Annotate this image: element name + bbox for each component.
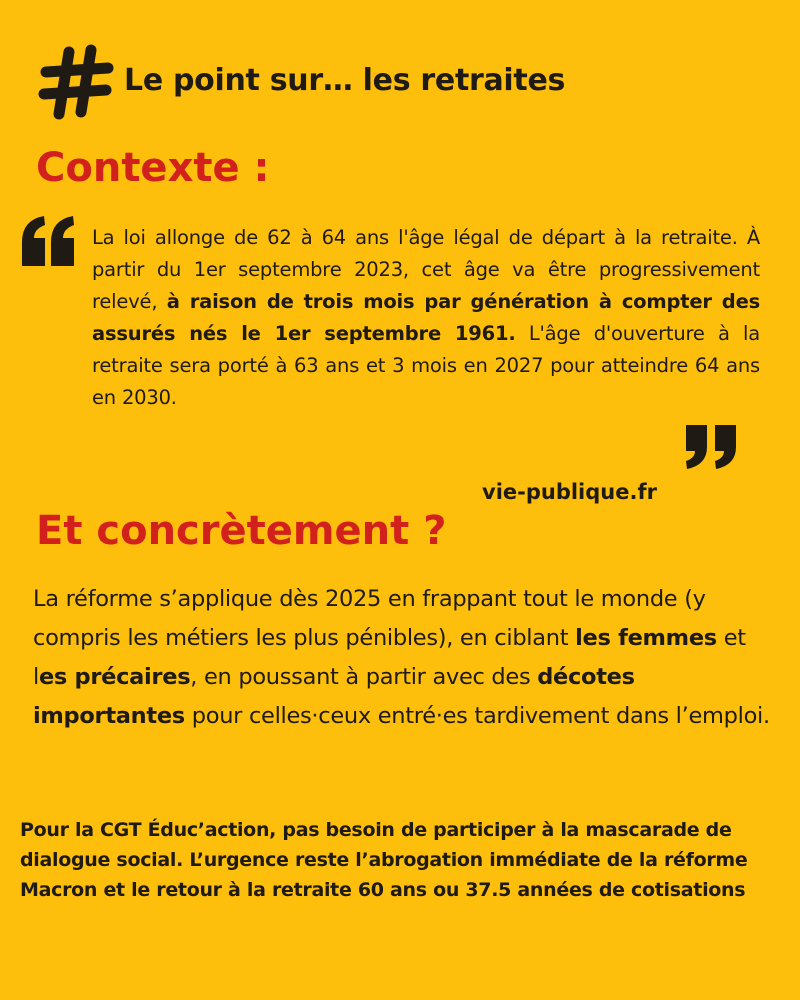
quote-text-2: L'âge d'ouverture à la retraite sera porté à 63 ans et 3 mois en 2027 pour atteindre 64 ans en 2030. xyxy=(92,322,760,409)
close-quote-icon xyxy=(682,423,742,471)
source-label: vie-publique.fr xyxy=(482,480,657,504)
concrete-text-4: pour celles·ceux entré·es tardivement dans l’emploi. xyxy=(184,703,770,729)
header xyxy=(36,42,565,122)
conclusion-text: Pour la CGT Éduc’action, pas besoin de participer à la mascarade de dialogue social. L’urgence reste l’abrogation immédiate de la réforme Macron et le retour à la retraite 60 ans ou 37.5 années de cotisations xyxy=(20,819,748,901)
header-title: Le point sur… les retraites xyxy=(124,62,566,98)
quote-text-bold: à raison de trois mois par génération à compter des assurés nés le 1er septembre 1961. xyxy=(92,290,761,345)
hashtag-icon xyxy=(36,42,116,122)
quote-text-1: La loi allonge de 62 à 64 ans l'âge légal de départ à la retraite. À partir du 1er septembre 2023, cet âge va être progressivement relevé, xyxy=(92,226,760,313)
open-quote-icon xyxy=(18,212,78,268)
concrete-body xyxy=(33,580,773,736)
concrete-text-2: et l xyxy=(33,625,746,690)
concrete-bold-discounts: décotes importantes xyxy=(33,664,635,729)
context-quote xyxy=(92,222,760,414)
concrete-bold-women: les femmes xyxy=(575,625,717,651)
concrete-heading: Et concrètement ? xyxy=(36,508,447,554)
concrete-bold-precarious: es précaires xyxy=(38,664,191,690)
context-heading: Contexte : xyxy=(36,145,270,191)
concrete-text-1: La réforme s’applique dès 2025 en frappant tout le monde (y compris les métiers les plus pénibles), en ciblant xyxy=(33,586,706,651)
concrete-text-3: , en poussant à partir avec des xyxy=(190,664,538,690)
